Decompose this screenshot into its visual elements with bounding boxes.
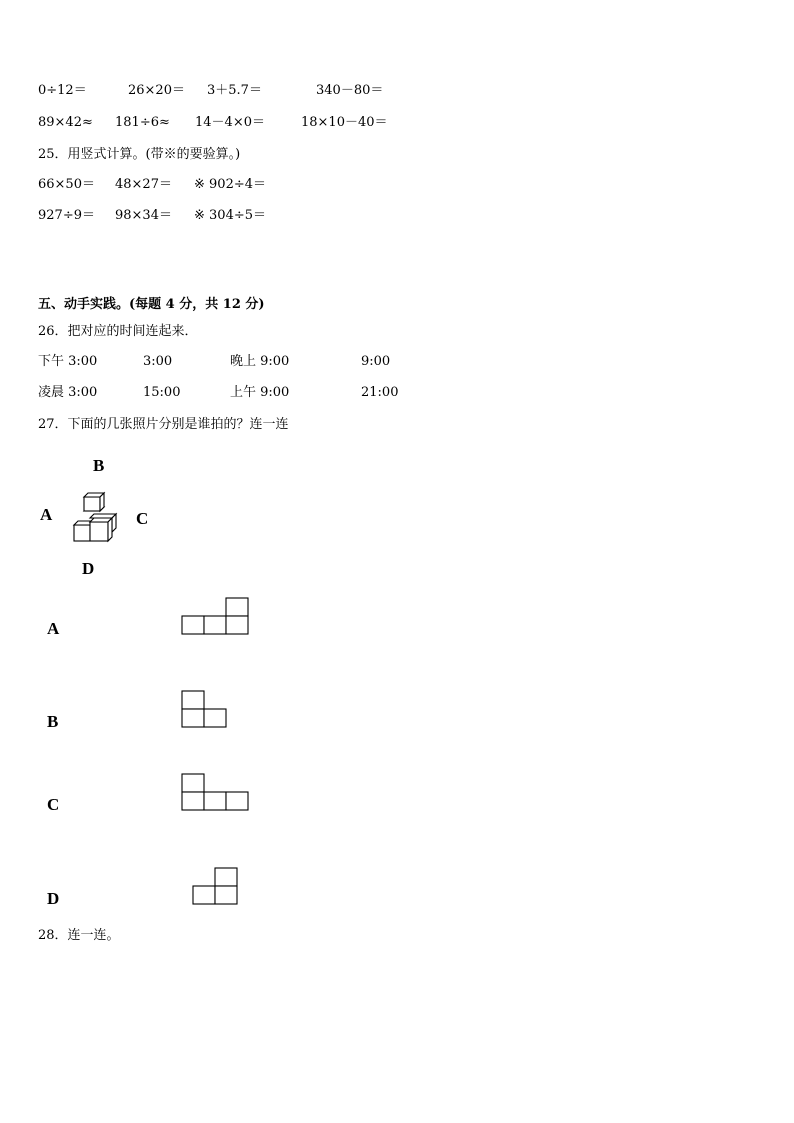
- q26-early-morning-3: 凌晨 3:00: [38, 385, 98, 400]
- view-d-grid: [192, 867, 238, 905]
- calc-3-plus-5-7: 3＋5.7＝: [207, 83, 262, 98]
- q26-time-21-00: 21:00: [361, 385, 399, 400]
- position-label-a: A: [40, 505, 53, 524]
- q26-time-3-00: 3:00: [143, 354, 173, 369]
- position-label-b: B: [93, 456, 105, 475]
- q25-98-times-34: 98×34＝: [115, 208, 172, 223]
- q25-902-div-4: ※ 902÷4＝: [194, 177, 267, 192]
- q26-evening-9: 晚上 9:00: [230, 354, 290, 369]
- view-label-d: D: [47, 889, 60, 908]
- calc-340-minus-80: 340－80＝: [316, 83, 384, 98]
- position-label-d: D: [82, 559, 95, 578]
- calc-18-times-10-minus-40: 18×10－40＝: [301, 115, 388, 130]
- q25-48-times-27: 48×27＝: [115, 177, 172, 192]
- q26-time-15-00: 15:00: [143, 385, 181, 400]
- q26-afternoon-3: 下午 3:00: [38, 354, 98, 369]
- view-c-grid: [181, 773, 249, 811]
- q26-title: 26．把对应的时间连起来．: [38, 324, 198, 339]
- view-label-c: C: [47, 795, 60, 814]
- q28-title: 28．连一连。: [38, 928, 120, 943]
- q25-927-div-9: 927÷9＝: [38, 208, 95, 223]
- cube-stack-figure: [70, 490, 120, 544]
- calc-89-times-42: 89×42≈: [38, 115, 93, 130]
- view-a-grid: [181, 597, 249, 635]
- section5-title: 五、动手实践。(每题 4 分，共 12 分): [38, 297, 265, 312]
- view-label-a: A: [47, 619, 60, 638]
- q27-title: 27．下面的几张照片分别是谁拍的？连一连: [38, 417, 289, 432]
- calc-14-minus-4-times-0: 14－4×0＝: [195, 115, 265, 130]
- q25-66-times-50: 66×50＝: [38, 177, 95, 192]
- calc-0-div-12: 0÷12＝: [38, 83, 87, 98]
- view-b-grid: [181, 690, 227, 728]
- calc-181-div-6: 181÷6≈: [115, 115, 170, 130]
- position-label-c: C: [136, 509, 149, 528]
- q25-304-div-5: ※ 304÷5＝: [194, 208, 267, 223]
- q26-time-9-00: 9:00: [361, 354, 391, 369]
- view-label-b: B: [47, 712, 59, 731]
- q25-title: 25．用竖式计算。(带※的要验算。): [38, 147, 241, 162]
- q26-morning-9: 上午 9:00: [230, 385, 290, 400]
- calc-26-times-20: 26×20＝: [128, 83, 185, 98]
